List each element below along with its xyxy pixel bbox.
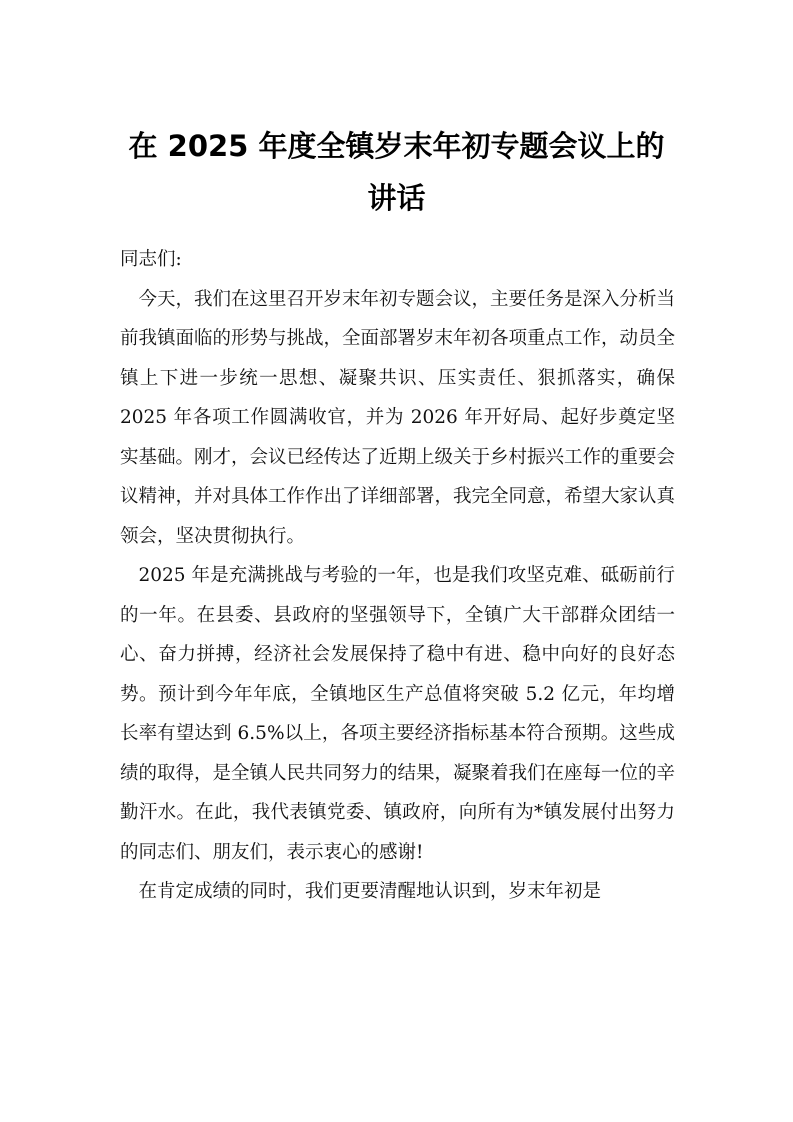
salutation: 同志们:: [120, 249, 182, 270]
paragraph-challenges: 在肯定成绩的同时，我们更要清醒地认识到，岁末年初是: [138, 881, 602, 902]
document-title: 在 2025 年度全镇岁末年初专题会议上的讲话: [128, 129, 665, 215]
document-body: [120, 240, 675, 912]
paragraph-opening: 今天，我们在这里召开岁末年初专题会议，主要任务是深入分析当前我镇面临的形势与挑战，全面部署岁末年初各项重点工作，动员全镇上下进一步统一思想、凝聚共识、压实责任、狠抓落实，确保 2025 年各项工作圆满收官，并为 2026 年开好局、起好步奠定坚实基础。刚才，会议已经传达了近期上级关于乡村振兴工作的重要会议精神，并对具体工作作出了详细部署，我完全同意，希望大家认真领会，坚决贯彻执行。: [120, 288, 676, 547]
paragraph-review-2025: 2025 年是充满挑战与考验的一年，也是我们攻坚克难、砥砺前行的一年。在县委、县政府的坚强领导下，全镇广大干部群众团结一心、奋力拼搏，经济社会发展保持了稳中有进、稳中向好的良好态势。预计到今年年底，全镇地区生产总值将突破 5.2 亿元，年均增长率有望达到 6.5%以上，各项主要经济指标基本符合预期。这些成绩的取得，是全镇人民共同努力的结果，凝聚着我们在座每一位的辛勤汗水。在此，我代表镇党委、镇政府，向所有为*镇发展付出努力的同志们、朋友们，表示衷心的感谢!: [120, 565, 676, 863]
